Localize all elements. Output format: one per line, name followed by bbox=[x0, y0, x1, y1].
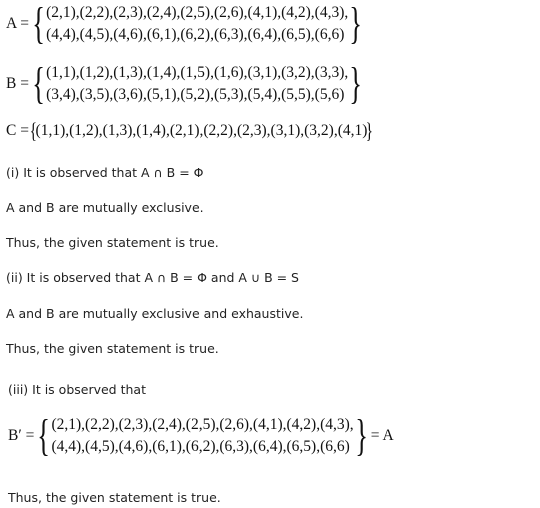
set-b-prime-label: B′ = bbox=[8, 427, 35, 444]
set-c-equation bbox=[6, 120, 372, 142]
set-a-row-2: (4,4),(4,5),(4,6),(6,1),(6,2),(6,3),(6,4),(6,5),(6,6) bbox=[46, 26, 345, 43]
set-b-equation bbox=[6, 59, 363, 108]
statement-i-result: Thus, the given statement is true. bbox=[6, 235, 219, 250]
set-b-prime-elements bbox=[51, 414, 353, 458]
set-b-row-2: (3,4),(3,5),(3,6),(5,1),(5,2),(5,3),(5,4),(5,5),(5,6) bbox=[46, 86, 345, 103]
set-a-equation bbox=[6, 2, 363, 46]
set-a-elements bbox=[46, 2, 348, 46]
open-brace: { bbox=[32, 0, 45, 48]
set-b-label: B = bbox=[6, 75, 29, 92]
statement-ii-result: Thus, the given statement is true. bbox=[6, 341, 219, 356]
statement-iii: (iii) It is observed that bbox=[8, 382, 146, 397]
open-brace: { bbox=[37, 411, 51, 460]
set-b-prime-result: = A bbox=[370, 427, 394, 444]
set-b-prime-row-2: (4,4),(4,5),(4,6),(6,1),(6,2),(6,3),(6,4),(6,5),(6,6) bbox=[51, 438, 350, 455]
set-b-prime-equation bbox=[8, 411, 394, 460]
statement-iii-result: Thus, the given statement is true. bbox=[8, 490, 221, 505]
set-b-prime-row-1: (2,1),(2,2),(2,3),(2,4),(2,5),(2,6),(4,1),(4,2),(4,3), bbox=[51, 416, 354, 433]
close-brace: } bbox=[354, 411, 368, 460]
close-brace: } bbox=[349, 59, 363, 108]
set-a-label: A = bbox=[6, 15, 29, 32]
set-b-elements bbox=[46, 62, 348, 106]
set-b-row-1: (1,1),(1,2),(1,3),(1,4),(1,5),(1,6),(3,1),(3,2),(3,3), bbox=[46, 64, 349, 81]
set-c-elements bbox=[36, 120, 368, 142]
set-a-row-1: (2,1),(2,2),(2,3),(2,4),(2,5),(2,6),(4,1),(4,2),(4,3), bbox=[46, 4, 349, 21]
close-brace: } bbox=[349, 0, 363, 48]
open-brace: { bbox=[32, 59, 45, 108]
statement-i-conclusion: A and B are mutually exclusive. bbox=[6, 200, 204, 215]
open-brace: { bbox=[29, 118, 37, 143]
statement-ii: (ii) It is observed that A ∩ B = Φ and A ∪ B = S bbox=[6, 270, 299, 285]
close-brace: } bbox=[365, 118, 374, 143]
statement-i: (i) It is observed that A ∩ B = Φ bbox=[6, 165, 204, 180]
set-c-row-1: (1,1),(1,2),(1,3),(1,4),(2,1),(2,2),(2,3),(3,1),(3,2),(4,1) bbox=[35, 122, 368, 139]
statement-ii-conclusion: A and B are mutually exclusive and exhaustive. bbox=[6, 306, 304, 321]
set-c-label: C = bbox=[6, 122, 29, 139]
